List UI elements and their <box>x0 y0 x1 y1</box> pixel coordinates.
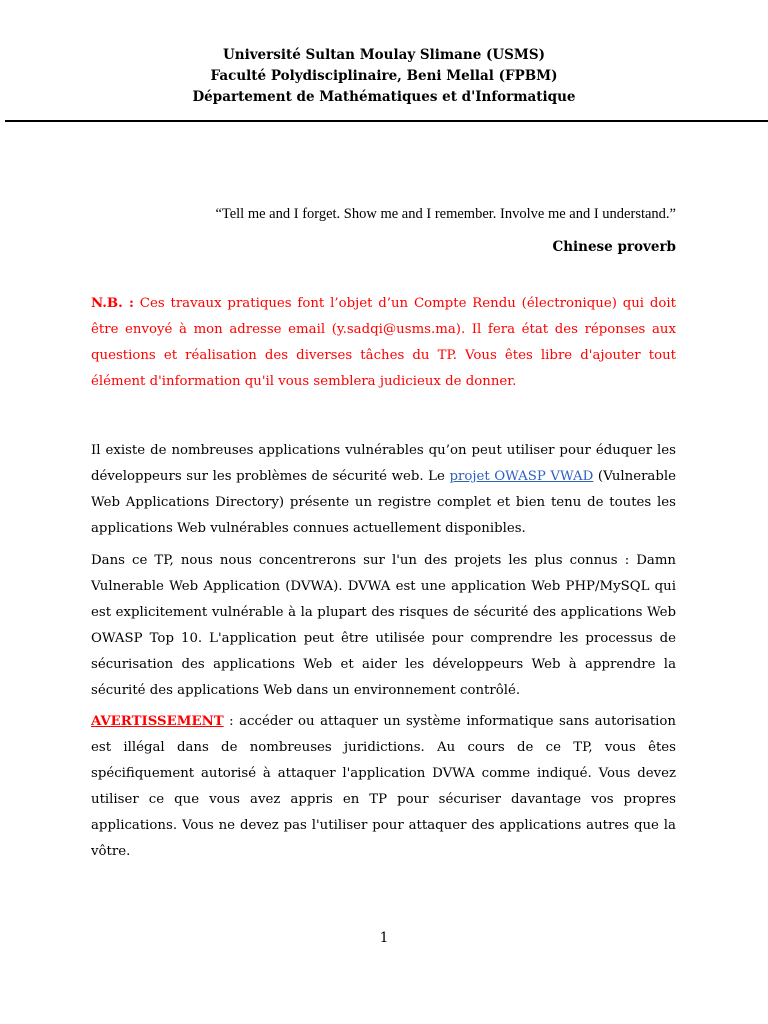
epigraph-source: Chinese proverb <box>552 239 676 255</box>
epigraph-quote: “Tell me and I forget. Show me and I remember. Involve me and I understand.” <box>215 206 676 222</box>
intro-text-before: Il existe de nombreuses applications vulnérables qu’on peut utiliser pour éduquer les développeurs sur les problèmes de sécurité web. Le <box>91 443 676 484</box>
dvwa-paragraph: Dans ce TP, nous nous concentrerons sur l'un des projets les plus connus : Damn Vulnerable Web Application (DVWA). DVWA est une application Web PHP/MySQL qui est explicitement vulnérable à la plupart des risques de sécurité des applications Web OWASP Top 10. L'application peut être utilisée pour comprendre les processus de sécurisation des applications Web et aider les développeurs Web à apprendre la sécurité des applications Web dans un environnement contrôlé. <box>91 553 676 698</box>
intro-paragraph <box>91 438 676 542</box>
header-divider <box>5 120 768 122</box>
faculty-name: Faculté Polydisciplinaire, Beni Mellal (FPBM) <box>210 68 558 84</box>
warning-paragraph <box>91 709 676 865</box>
department-name: Département de Mathématiques et d'Informatique <box>192 89 576 105</box>
page-number: 1 <box>379 930 389 946</box>
nb-text: Ces travaux pratiques font l’objet d’un Compte Rendu (électronique) qui doit être envoyé à mon adresse email (y.sadqi@usms.ma). Il fera état des réponses aux questions et réalisation des diverses tâches du TP. Vous êtes libre d'ajouter tout élément d'information qu'il vous semblera judicieux de donner. <box>91 296 677 389</box>
warning-text: : accéder ou attaquer un système informatique sans autorisation est illégal dans de nombreuses juridictions. Au cours de ce TP, vous êtes spécifiquement autorisé à attaquer l'application DVWA comme indiqué. Vous devez utiliser ce que vous avez appris en TP pour sécuriser davantage vos propres applications. Vous ne devez pas l'utiliser pour attaquer des applications autres que la vôtre. <box>91 714 676 859</box>
warning-label: AVERTISSEMENT <box>91 714 224 729</box>
owasp-vwad-link[interactable]: projet OWASP VWAD <box>449 469 594 484</box>
document-header <box>0 45 768 108</box>
university-name: Université Sultan Moulay Slimane (USMS) <box>222 47 546 63</box>
intro-text-after: (Vulnerable Web Applications Directory) présente un registre complet et bien tenu de toutes les applications Web vulnérables connues actuellement disponibles. <box>91 469 676 536</box>
nb-notice <box>91 291 676 395</box>
nb-label: N.B. : <box>91 296 134 311</box>
